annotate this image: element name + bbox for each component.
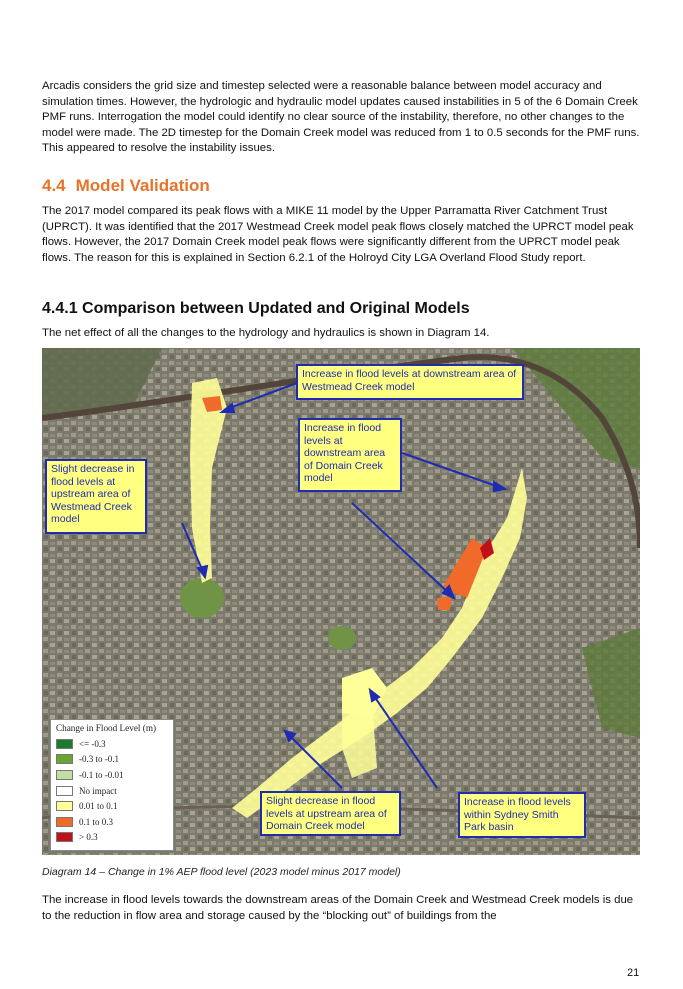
legend-item [56, 798, 168, 814]
callout-domain-upstream: Slight decrease in flood levels at upstream area of Domain Creek model [260, 791, 401, 836]
callout-westmead-downstream: Increase in flood levels at downstream area of Westmead Creek model [296, 364, 524, 400]
section-number: 4.4 [42, 176, 66, 195]
legend-item [56, 783, 168, 799]
legend-swatch [56, 770, 73, 780]
legend-swatch [56, 801, 73, 811]
subsection-heading-comparison: 4.4.1 Comparison between Updated and Original Models [42, 300, 470, 317]
figure-caption: Diagram 14 – Change in 1% AEP flood level (2023 model minus 2017 model) [42, 866, 401, 878]
section-title: Model Validation [75, 176, 210, 195]
legend-label: -0.3 to -0.1 [79, 754, 119, 765]
legend-item [56, 736, 168, 752]
intro-paragraph: Arcadis considers the grid size and timestep selected were a reasonable balance between model accuracy and simulation times. However, the hydrologic and hydraulic model updates caused instabilities in 5 of the 6 Domain Creek PMF runs. Interrogation the model could identify no clear source of the instability, therefore, no other changes to the model were made. The 2D timestep for the Domain Creek model was reduced from 1 to 0.5 seconds for the PMF runs. This appeared to resolve the instability issues. [42, 80, 640, 155]
callout-sydney-smith-park: Increase in flood levels within Sydney Smith Park basin [458, 792, 586, 838]
callout-domain-downstream: Increase in flood levels at downstream area of Domain Creek model [298, 418, 402, 492]
legend-item [56, 752, 168, 768]
callout-westmead-upstream: Slight decrease in flood levels at upstream area of Westmead Creek model [45, 459, 147, 534]
flood-level-change-map [42, 348, 640, 855]
legend-item [56, 767, 168, 783]
oval-field [328, 626, 356, 650]
legend-swatch [56, 832, 73, 842]
page-number: 21 [627, 967, 640, 979]
legend-item [56, 814, 168, 830]
legend-swatch [56, 786, 73, 796]
section-heading-model-validation [42, 176, 210, 196]
legend-item [56, 830, 168, 846]
legend-label: <= -0.3 [79, 738, 106, 749]
map-legend [50, 719, 174, 851]
legend-label: 0.1 to 0.3 [79, 816, 114, 827]
flood-increase-patch [437, 596, 452, 610]
legend-label: No impact [79, 785, 117, 796]
legend-label: -0.1 to -0.01 [79, 769, 124, 780]
legend-swatch [56, 739, 73, 749]
legend-title: Change in Flood Level (m) [56, 723, 157, 733]
legend-label: 0.01 to 0.1 [79, 801, 118, 812]
legend-label: > 0.3 [79, 832, 98, 843]
closing-paragraph: The increase in flood levels towards the downstream areas of the Domain Creek and Westmead Creek models is due to the reduction in flow area and storage caused by the “blocking out” of buildings from the [42, 894, 634, 922]
model-validation-paragraph: The 2017 model compared its peak flows with a MIKE 11 model by the Upper Parramatta River Catchment Trust (UPRCT). It was identified that the 2017 Westmead Creek model peak flows closely matched the UPRCT model peak flows. However, the 2017 Domain Creek model peak flows were significantly different from the UPRCT model peak flows. The reason for this is explained in Section 6.2.1 of the Holroyd City LGA Overland Flood Study report. [42, 205, 634, 264]
legend-swatch [56, 817, 73, 827]
oval-field [180, 578, 224, 618]
comparison-intro-paragraph: The net effect of all the changes to the hydrology and hydraulics is shown in Diagram 14. [42, 327, 490, 339]
legend-swatch [56, 754, 73, 764]
